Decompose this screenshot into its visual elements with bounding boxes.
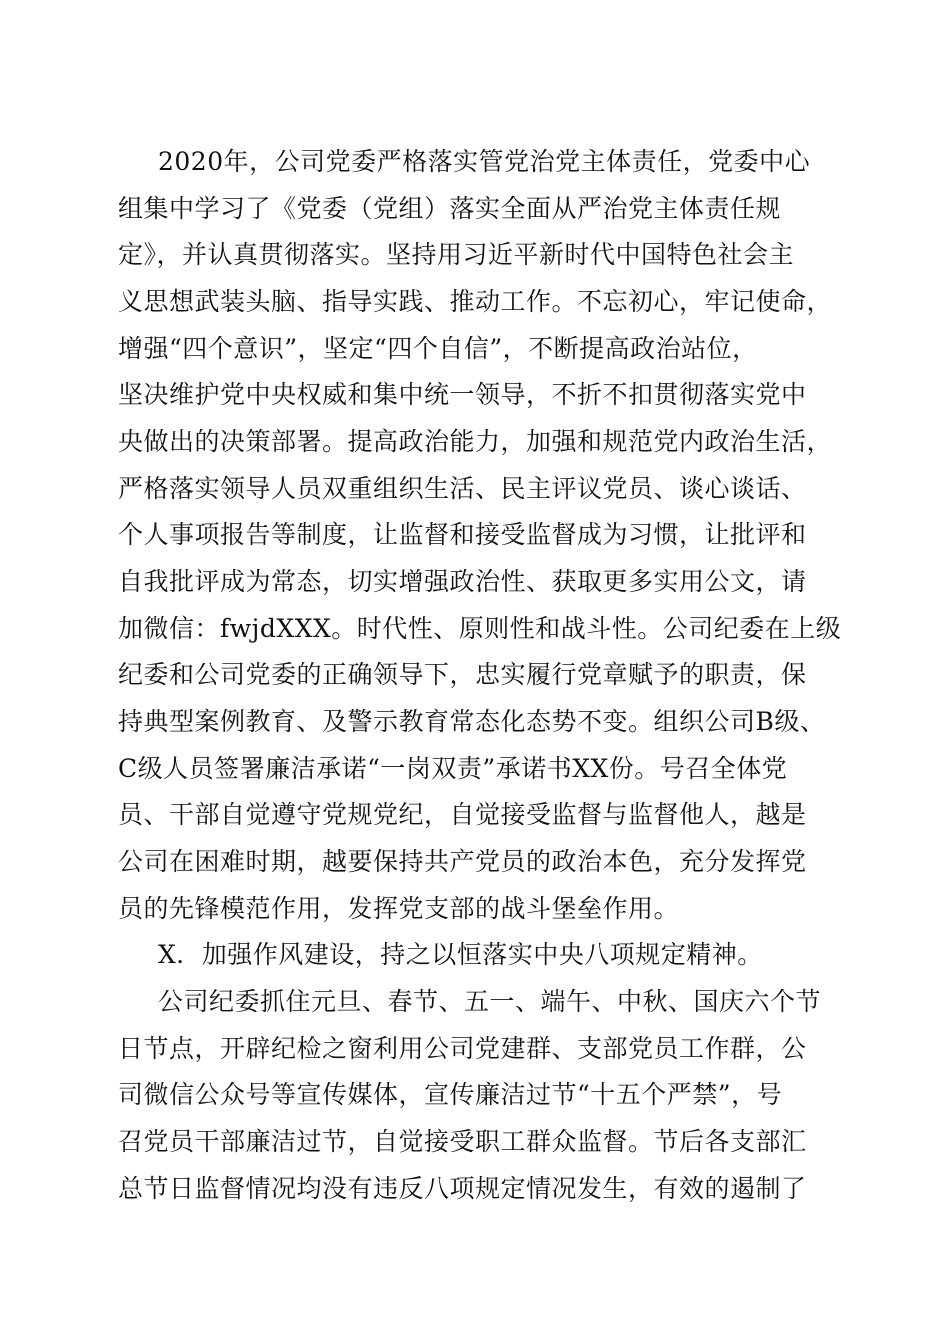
paragraph-1-line-15: 员、干部自觉遵守党规党纪，自觉接受监督与监督他人，越是 bbox=[118, 800, 807, 829]
paragraph-2-line-1: 公司纪委抓住元旦、春节、五一、端午、中秋、国庆六个节 bbox=[158, 987, 822, 1016]
paragraph-1-line-9: 个人事项报告等制度，让监督和接受监督成为习惯，让批评和 bbox=[118, 520, 807, 549]
paragraph-2-line-3: 司微信公众号等宣传媒体，宣传廉洁过节“十五个严禁”，号 bbox=[118, 1080, 783, 1109]
paragraph-1-line-2: 组集中学习了《党委（党组）落实全面从严治党主体责任规 bbox=[118, 194, 782, 223]
paragraph-1-line-1: 2020年，公司党委严格落实管党治党主体责任，党委中心 bbox=[158, 147, 811, 176]
paragraph-1-line-11: 加微信：fwjdXXX。时代性、原则性和战斗性。公司纪委在上级 bbox=[118, 614, 842, 643]
paragraph-2-line-2: 日节点，开辟纪检之窗利用公司党建群、支部党员工作群，公 bbox=[118, 1034, 807, 1063]
paragraph-1-line-4: 义思想武装头脑、指导实践、推动工作。不忘初心，牢记使命， bbox=[118, 287, 833, 316]
paragraph-1-line-7: 央做出的决策部署。提高政治能力，加强和规范党内政治生活， bbox=[118, 427, 833, 456]
paragraph-1-line-10: 自我批评成为常态，切实增强政治性、获取更多实用公文，请 bbox=[118, 567, 807, 596]
paragraph-1-line-5: 增强“四个意识”，坚定“四个自信”，不断提高政治站位， bbox=[118, 334, 758, 363]
paragraph-1-line-3: 定》，并认真贯彻落实。坚持用习近平新时代中国特色社会主 bbox=[118, 240, 795, 269]
paragraph-1-line-17: 员的先锋模范作用，发挥党支部的战斗堡垒作用。 bbox=[118, 894, 680, 923]
paragraph-2-line-5: 总节日监督情况均没有违反八项规定情况发生，有效的遏制了 bbox=[118, 1174, 807, 1203]
paragraph-1-line-13: 持典型案例教育、及警示教育常态化态势不变。组织公司B级、 bbox=[118, 707, 826, 736]
paragraph-2-line-4: 召党员干部廉洁过节，自觉接受职工群众监督。节后各支部汇 bbox=[118, 1127, 807, 1156]
section-heading: X．加强作风建设，持之以恒落实中央八项规定精神。 bbox=[158, 940, 763, 969]
paragraph-1-line-8: 严格落实领导人员双重组织生活、民主评议党员、谈心谈话、 bbox=[118, 474, 807, 503]
paragraph-1-line-14: C级人员签署廉洁承诺“一岗双责”承诺书XX份。号召全体党 bbox=[118, 754, 788, 783]
paragraph-1-line-6: 坚决维护党中央权威和集中统一领导，不折不扣贯彻落实党中 bbox=[118, 380, 807, 409]
paragraph-1-line-12: 纪委和公司党委的正确领导下，忠实履行党章赋予的职责，保 bbox=[118, 660, 807, 689]
paragraph-1-line-16: 公司在困难时期，越要保持共产党员的政治本色，充分发挥党 bbox=[118, 847, 807, 876]
